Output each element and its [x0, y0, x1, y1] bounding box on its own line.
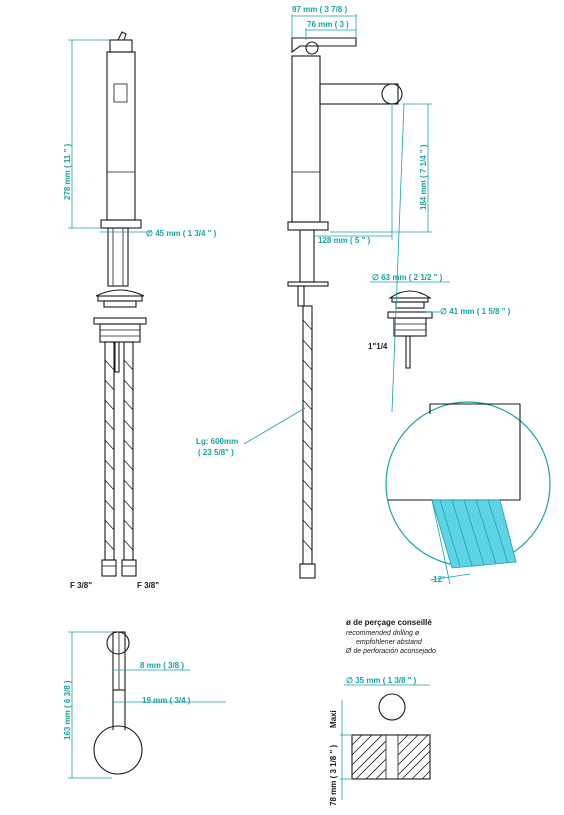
dim-width-76: 76 mm ( 3 ) [307, 20, 349, 29]
dim-height-78: 78 mm ( 3 1/8 " ) [329, 744, 338, 806]
label-maxi: Maxi [329, 710, 338, 728]
dim-diameter-41: ∅ 41 mm ( 1 5/8 " ) [440, 307, 511, 316]
thread-size: 1"1/4 [368, 342, 388, 351]
dim-width-97: 97 mm ( 3 7/8 ) [292, 5, 348, 14]
drilling-en: recommended drilling ø [346, 630, 420, 637]
dim-width-19: 19 mm ( 3/4 ) [142, 696, 191, 705]
dim-diameter-63: ∅ 63 mm ( 2 1/2 " ) [372, 273, 443, 282]
angle-12: 12° [433, 575, 446, 584]
drilling-detail [340, 685, 430, 800]
dim-width-8: 8 mm ( 3/8 ) [140, 661, 185, 670]
front-view [68, 32, 150, 576]
dim-diameter-45: ∅ 45 mm ( 1 3/4 " ) [146, 229, 217, 238]
dim-height-184: 184 mm ( 7 1/4 " ) [419, 144, 428, 210]
side-view [244, 14, 432, 578]
hose-length: Lg: 600mm [196, 437, 239, 446]
label-f-right: F 3/8" [137, 581, 160, 590]
top-view [68, 632, 226, 778]
dim-reach-128: 128 mm ( 5 " ) [318, 236, 371, 245]
hose-length-inch: ( 23 5/8" ) [198, 448, 234, 457]
dim-diameter-35: ∅ 35 mm ( 1 3/8 " ) [346, 676, 417, 685]
drilling-de: empfohlener abstand [356, 639, 422, 646]
zoom-detail [386, 104, 550, 584]
drilling-es: Ø de perforación aconsejado [346, 648, 436, 655]
label-f-left: F 3/8" [70, 581, 93, 590]
popup-waste-detail [370, 282, 450, 368]
dim-height-total: 278 mm ( 11 " ) [63, 143, 72, 200]
dim-height-163: 163 mm ( 6 3/8 ) [63, 680, 72, 740]
drilling-title-fr: ø de perçage conseillé [346, 618, 432, 627]
